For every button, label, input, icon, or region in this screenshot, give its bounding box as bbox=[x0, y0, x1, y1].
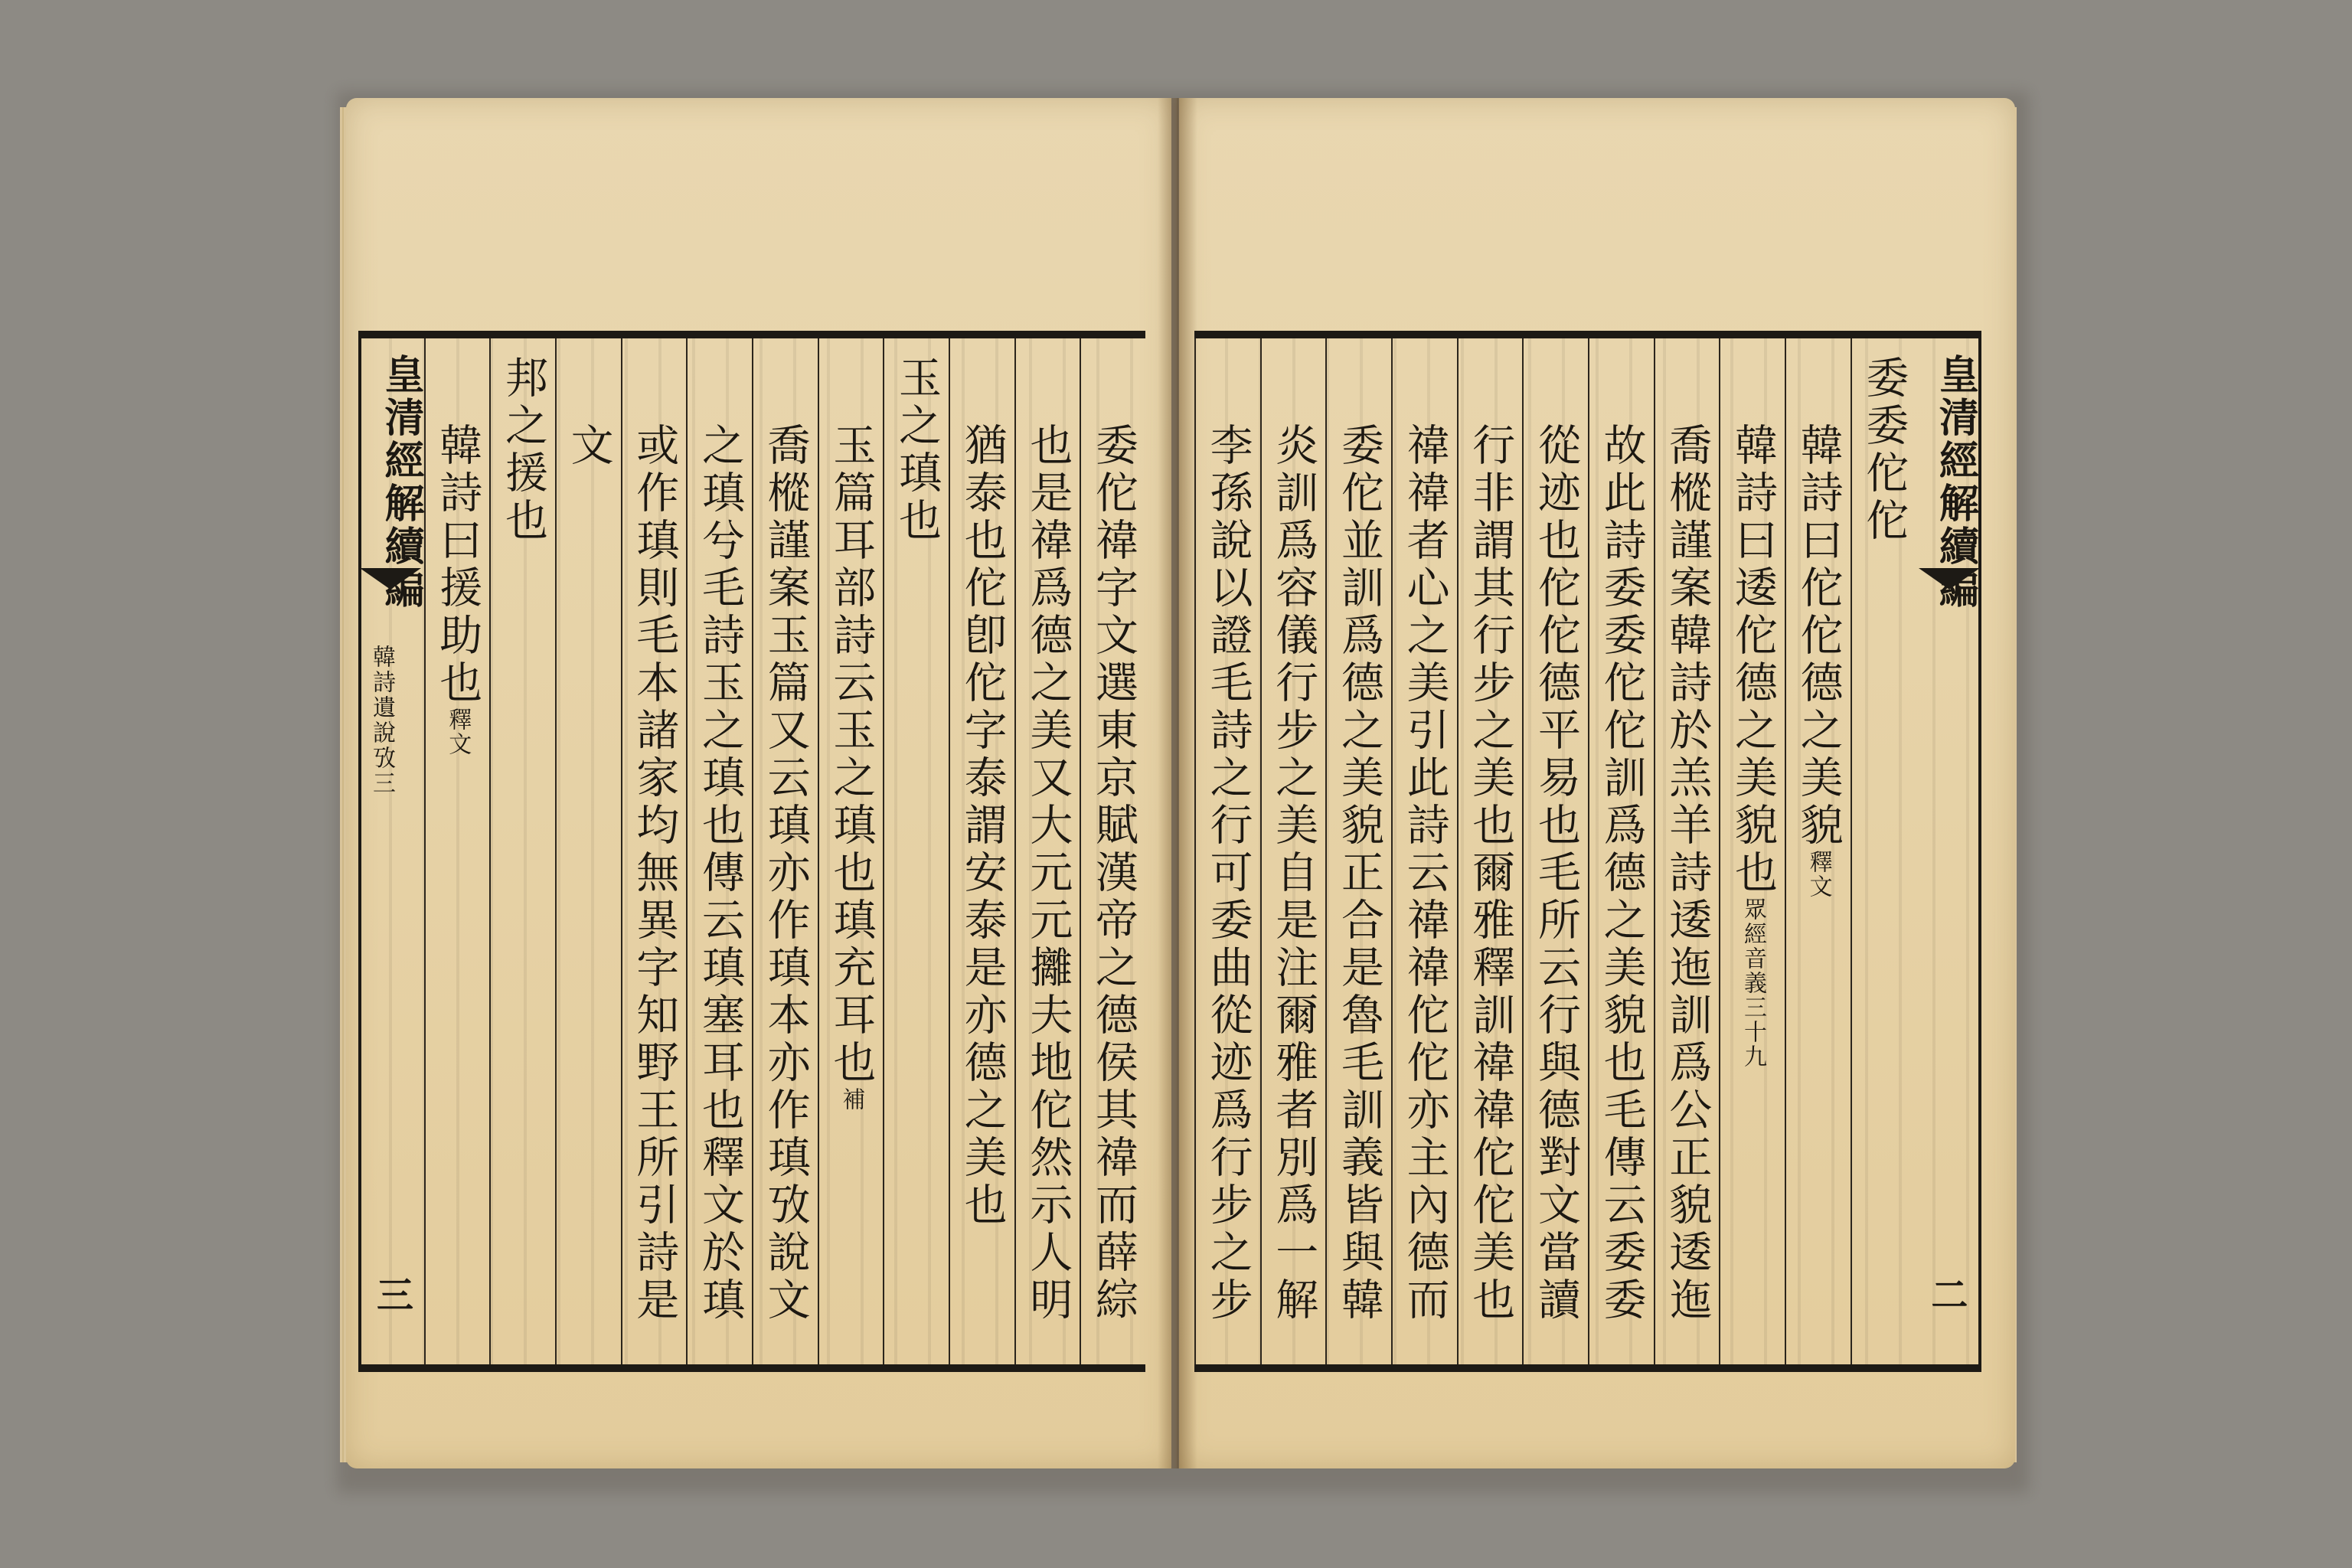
column-note: 眾經音義三十九 bbox=[1739, 897, 1766, 1069]
column-text: 故此詩委委佗佗訓爲德之美貌也毛傳云委委 bbox=[1596, 423, 1647, 1325]
fold-subtitle: 韓詩遺說攷三 bbox=[368, 645, 395, 796]
text-column bbox=[1654, 338, 1720, 1364]
column-text: 喬樅謹案韓詩於羔羊詩逶迤訓爲公正貌逶迤 bbox=[1662, 423, 1713, 1325]
column-text: 喬樅謹案玉篇又云瑱亦作瑱本亦作瑱攷說文 bbox=[760, 423, 811, 1325]
text-column bbox=[1588, 338, 1654, 1364]
column-text: 猶泰也佗卽佗字泰謂安泰是亦德之美也 bbox=[957, 423, 1008, 1230]
text-column bbox=[686, 338, 752, 1364]
text-column bbox=[1260, 338, 1326, 1364]
text-column bbox=[424, 338, 490, 1364]
column-text: 韓詩曰逶佗德之美貌也 bbox=[1727, 423, 1778, 897]
left-page-frame bbox=[358, 331, 1145, 1372]
text-column bbox=[752, 338, 818, 1364]
fold-title: 皇清經解續編 bbox=[377, 354, 424, 611]
fold-fishtail-mark bbox=[1919, 568, 1980, 590]
column-text: 委佗禕字文選東京賦漢帝之德侯其禕而薛綜 bbox=[1089, 423, 1138, 1325]
column-text: 也是禕爲德之美又大元元攡夫地佗然示人明 bbox=[1023, 423, 1073, 1325]
column-note: 釋文 bbox=[1805, 850, 1832, 899]
text-column bbox=[883, 338, 949, 1364]
text-column bbox=[1719, 338, 1785, 1364]
text-column bbox=[1785, 338, 1851, 1364]
left-fold-column bbox=[358, 338, 424, 1364]
column-text: 玉篇耳部詩云玉之瑱也瑱充耳也 bbox=[826, 423, 877, 1087]
page-number: 二 bbox=[1931, 1274, 1968, 1317]
fold-fishtail-mark bbox=[360, 568, 421, 590]
column-text: 玉之瑱也 bbox=[891, 355, 942, 545]
right-page-columns bbox=[1194, 338, 1981, 1364]
text-column bbox=[1014, 338, 1080, 1364]
column-text: 禕禕者心之美引此詩云禕禕佗佗亦主內德而 bbox=[1400, 423, 1450, 1325]
text-column bbox=[1194, 338, 1260, 1364]
text-column bbox=[1522, 338, 1588, 1364]
fold-title: 皇清經解續編 bbox=[1932, 354, 1979, 611]
column-note: 釋文 bbox=[444, 707, 472, 756]
column-text: 委委佗佗 bbox=[1859, 355, 1909, 545]
column-text: 或作瑱則毛本諸家均無異字知野王所引詩是 bbox=[629, 423, 680, 1325]
right-fold-column bbox=[1916, 338, 1981, 1364]
text-column bbox=[949, 338, 1014, 1364]
column-text: 李孫說以證毛詩之行可委曲從迹爲行步之步 bbox=[1203, 423, 1253, 1325]
book-gutter bbox=[1158, 98, 1197, 1468]
column-text: 行非謂其行步之美也爾雅釋訓禕禕佗佗美也 bbox=[1465, 423, 1516, 1325]
text-column bbox=[621, 338, 687, 1364]
text-column bbox=[1080, 338, 1145, 1364]
text-column bbox=[1851, 338, 1916, 1364]
text-column bbox=[1325, 338, 1391, 1364]
column-note: 補 bbox=[838, 1087, 865, 1112]
column-text: 韓詩曰佗佗德之美貌 bbox=[1793, 423, 1844, 850]
column-text: 炎訓爲容儀行步之美自是注爾雅者別爲一解 bbox=[1269, 423, 1319, 1325]
text-column bbox=[1457, 338, 1523, 1364]
column-text: 韓詩曰援助也 bbox=[433, 423, 483, 707]
column-text: 從迹也佗佗德平易也毛所云行與德對文當讀 bbox=[1530, 423, 1581, 1325]
text-column bbox=[1391, 338, 1457, 1364]
column-text: 之瑱兮毛詩玉之瑱也傳云瑱塞耳也釋文於瑱 bbox=[694, 423, 745, 1325]
text-column bbox=[489, 338, 555, 1364]
column-text: 邦之援也 bbox=[498, 355, 548, 545]
text-column bbox=[818, 338, 884, 1364]
right-page-frame bbox=[1194, 331, 1981, 1372]
text-column bbox=[555, 338, 621, 1364]
left-page-columns bbox=[358, 338, 1145, 1364]
page-number: 三 bbox=[376, 1274, 413, 1317]
column-text: 委佗並訓爲德之美貌正合是魯毛訓義皆與韓 bbox=[1334, 423, 1384, 1325]
column-text: 文 bbox=[564, 423, 614, 470]
